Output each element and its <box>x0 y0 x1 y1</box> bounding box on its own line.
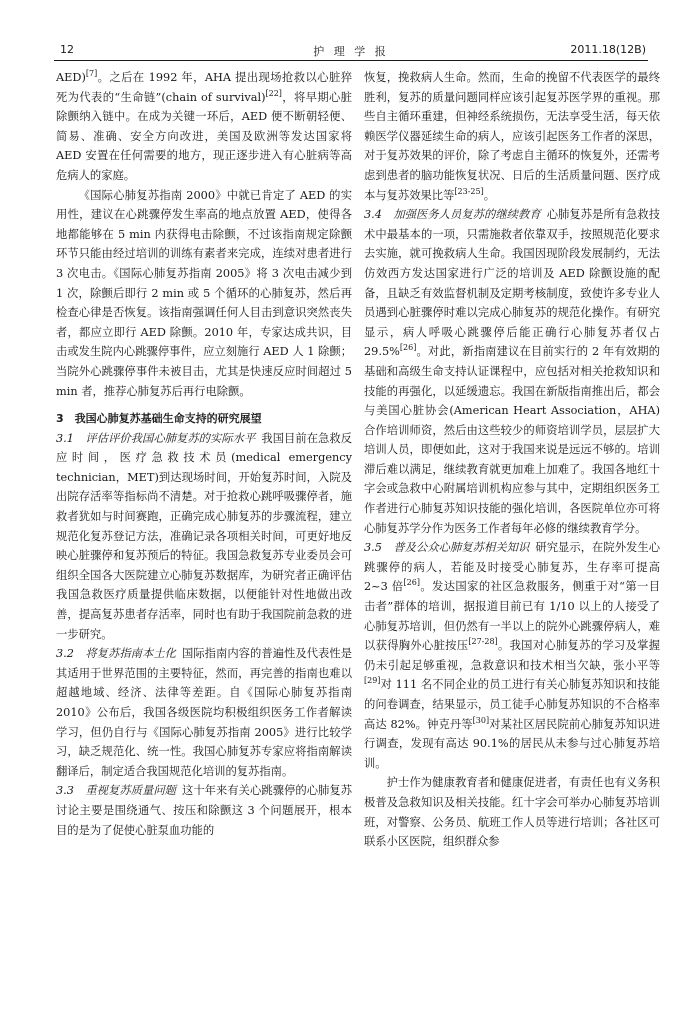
page-number: 12 <box>60 43 74 56</box>
citation: [22] <box>265 88 282 98</box>
citation: [26] <box>403 578 420 588</box>
paragraph: 3.2 将复苏指南本土化 国际指南内容的普遍性及代表性是其适用于世界范围的主要特征，然而，再完善的指南也难以超越地域、经济、法律等差距。自《国际心肺复苏指南 2010》公布后，我国各级医院均积极组织医务工作者解读学习，但仍自行与《国际心肺复苏指南 2005》进行比较学习，缺乏规范化、统一性。我国心肺复苏专家应将指南解读翻译后，制定适合我国规范化培训的复苏指南。 <box>56 647 352 778</box>
citation: [27-28] <box>468 637 498 647</box>
paragraph: 3.1 评估评价我国心肺复苏的实际水平 我国目前在急救反应时间，医疗急救技术员(medical emergency technician，MET)到达现场时间，开始复苏时间，入院及出院存活率等指标尚不清楚。对于抢救心跳呼吸骤停者，施救者犹如与时间赛跑，正确完成心肺复苏的步骤流程，建立规范化复苏登记方法，准确记录各项相关时间，可更好地反映心脏骤停和复苏预后的特征。我国急救复苏专业委员会可组织全国各大医院建立心肺复苏数据库，为研究者正确评估我国急救医疗质量提供临床数据，以便能针对性地做出改善，提高复苏患者存活率，同时也有助于我国院前急救的进一步研究。 <box>56 431 352 641</box>
issue-date: 2011.18(12B) <box>570 43 646 56</box>
citation: [30] <box>472 715 490 725</box>
journal-title: 护 理 学 报 <box>313 45 389 58</box>
paragraph: 3.3 重视复苏质量问题 这十年来有关心跳骤停的心肺复苏讨论主要是围绕通气、按压和除颤这 3 个问题展开，根本目的是为了促使心脏泵血功能的 <box>56 784 352 837</box>
paragraph: 护士作为健康教育者和健康促进者，有责任也有义务积极普及急救知识及相关技能。红十字会可举办心肺复苏培训班，对警察、公务员、航班工作人员等进行培训；各社区可联系小区医院，组织群众参 <box>364 776 660 849</box>
citation: [29] <box>364 676 381 686</box>
citation: [7] <box>85 69 98 79</box>
paragraph: 3.5 普及公众心肺复苏相关知识 研究显示，在院外发生心跳骤停的病人，若能及时接受心肺复苏，生存率可提高 2~3 倍[26]。发达国家的社区急救服务，侧重于对“第一目击者”群体的培训，据报道目前已有 1/10 以上的人接受了心肺复苏培训，但仍然有一半以上的院外心跳骤停病人，难以获得胸外心脏按压[27-28]。我国对心肺复苏的学习及掌握仍未引起足够重视，急救意识和技术相当欠缺，张小平等[29]对 111 名不同企业的员工进行有关心肺复苏知识和技能的问卷调查，结果显示，员工徒手心肺复苏知识的不合格率高达 82%。钟克丹等[30]对某社区居民院前心肺复苏知识进行调查，发现有高达 90.1%的居民从未参与过心肺复苏培训。 <box>364 541 660 770</box>
subsection-heading: 3.2 将复苏指南本土化 <box>56 647 177 661</box>
paragraph: 《国际心肺复苏指南 2000》中就已肯定了 AED 的实用性，建议在心跳骤停发生率高的地点放置 AED，使得各地都能够在 5 min 内获得电击除颤，不过该指南规定除颤环节只能由经过培训的训练有素者来完成，连续对患者进行 3 次电击。《国际心肺复苏指南 2005》将 3 次电击减少到 1 次，除颤后即行 2 min 或 5 个循环的心肺复苏，然后再检查心律是否恢复。该指南强调任何人目击到意识突然丧失者，都应立即行 AED 除颤。2010 年，专家达成共识，目击或发生院内心跳骤停事件，应立刻施行 AED 人 1 除颤；当院外心跳骤停事件未被目击，尤其是快速反应时间超过 5 min 者，推荐心肺复苏后再行电除颤。 <box>56 188 352 398</box>
page-header <box>54 40 648 61</box>
paragraph: 3.4 加强医务人员复苏的继续教育 心肺复苏是所有急救技术中最基本的一项，只需施救者依靠双手，按照规范化要求去实施，就可挽救病人生命。我国因现阶段发展制约，无法仿效西方发达国家进行广泛的培训及 AED 除颤设施的配备，且缺乏有效监督机制及定期考核制度，致使许多专业人员遇到心脏骤停时难以完成心肺复苏的规范化操作。有研究显示，病人呼吸心跳骤停后能正确行心肺复苏者仅占 29.5%[26]。对此，新指南建议在目前实行的 2 年有效期的基础和高级生命支持认证课程中，应包括对相关抢救知识和技能的再强化，以延缓遗忘。我国在新版指南推出后，都会与美国心脏协会(American Heart Association，AHA)合作培训师资，然后由这些较少的师资培训学员，层层扩大培训人员，即便如此，这对于我国来说是远远不够的。培训滞后难以满足，继续教育就更加难上加难了。我国各地红十字会或急救中心附属培训机构应参与其中，定期组织医务工作者进行心肺复苏知识技能的强化培训，各医院单位亦可将心肺复苏学分作为医务工作者每年必修的继续教育学分。 <box>364 208 660 535</box>
subsection-heading: 3.4 加强医务人员复苏的继续教育 <box>364 208 541 222</box>
citation: [26] <box>399 343 417 353</box>
citation: [23-25] <box>454 186 484 196</box>
left-column <box>56 68 352 1012</box>
paragraph: AED)[7]。之后在 1992 年，AHA 提出现场抢救以心脏猝死为代表的“生命链”(chain of survival)[22]，将早期心脏除颤纳入链中。在成为关键一环后，AED 便不断朝轻便、简易、准确、安全方向改进，美国及欧洲等发达国家将 AED 安置在任何需要的地方，现正逐步进入有心脏病等高危病人的家庭。 <box>56 69 352 182</box>
section-heading: 3 我国心肺复苏基础生命支持的研究展望 <box>56 412 262 426</box>
subsection-heading: 3.3 重视复苏质量问题 <box>56 784 177 798</box>
paragraph: 恢复，挽救病人生命。然而，生命的挽留不代表医学的最终胜利，复苏的质量问题同样应该引起复苏医学界的重视。那些自主循环重建，但神经系统损伤，无法享受生活，每天依赖医学仪器延续生命的病人，应该引起医务工作者的深思，对于复苏效果的评价，除了考虑自主循环的恢复外，还需考虑到患者的脑功能恢复状况、日后的生活质量问题、医疗成本与复苏效果比等[23-25]。 <box>364 71 660 202</box>
subsection-heading: 3.1 评估评价我国心肺复苏的实际水平 <box>56 431 256 445</box>
subsection-heading: 3.5 普及公众心肺复苏相关知识 <box>364 541 530 555</box>
right-column <box>364 68 660 1012</box>
